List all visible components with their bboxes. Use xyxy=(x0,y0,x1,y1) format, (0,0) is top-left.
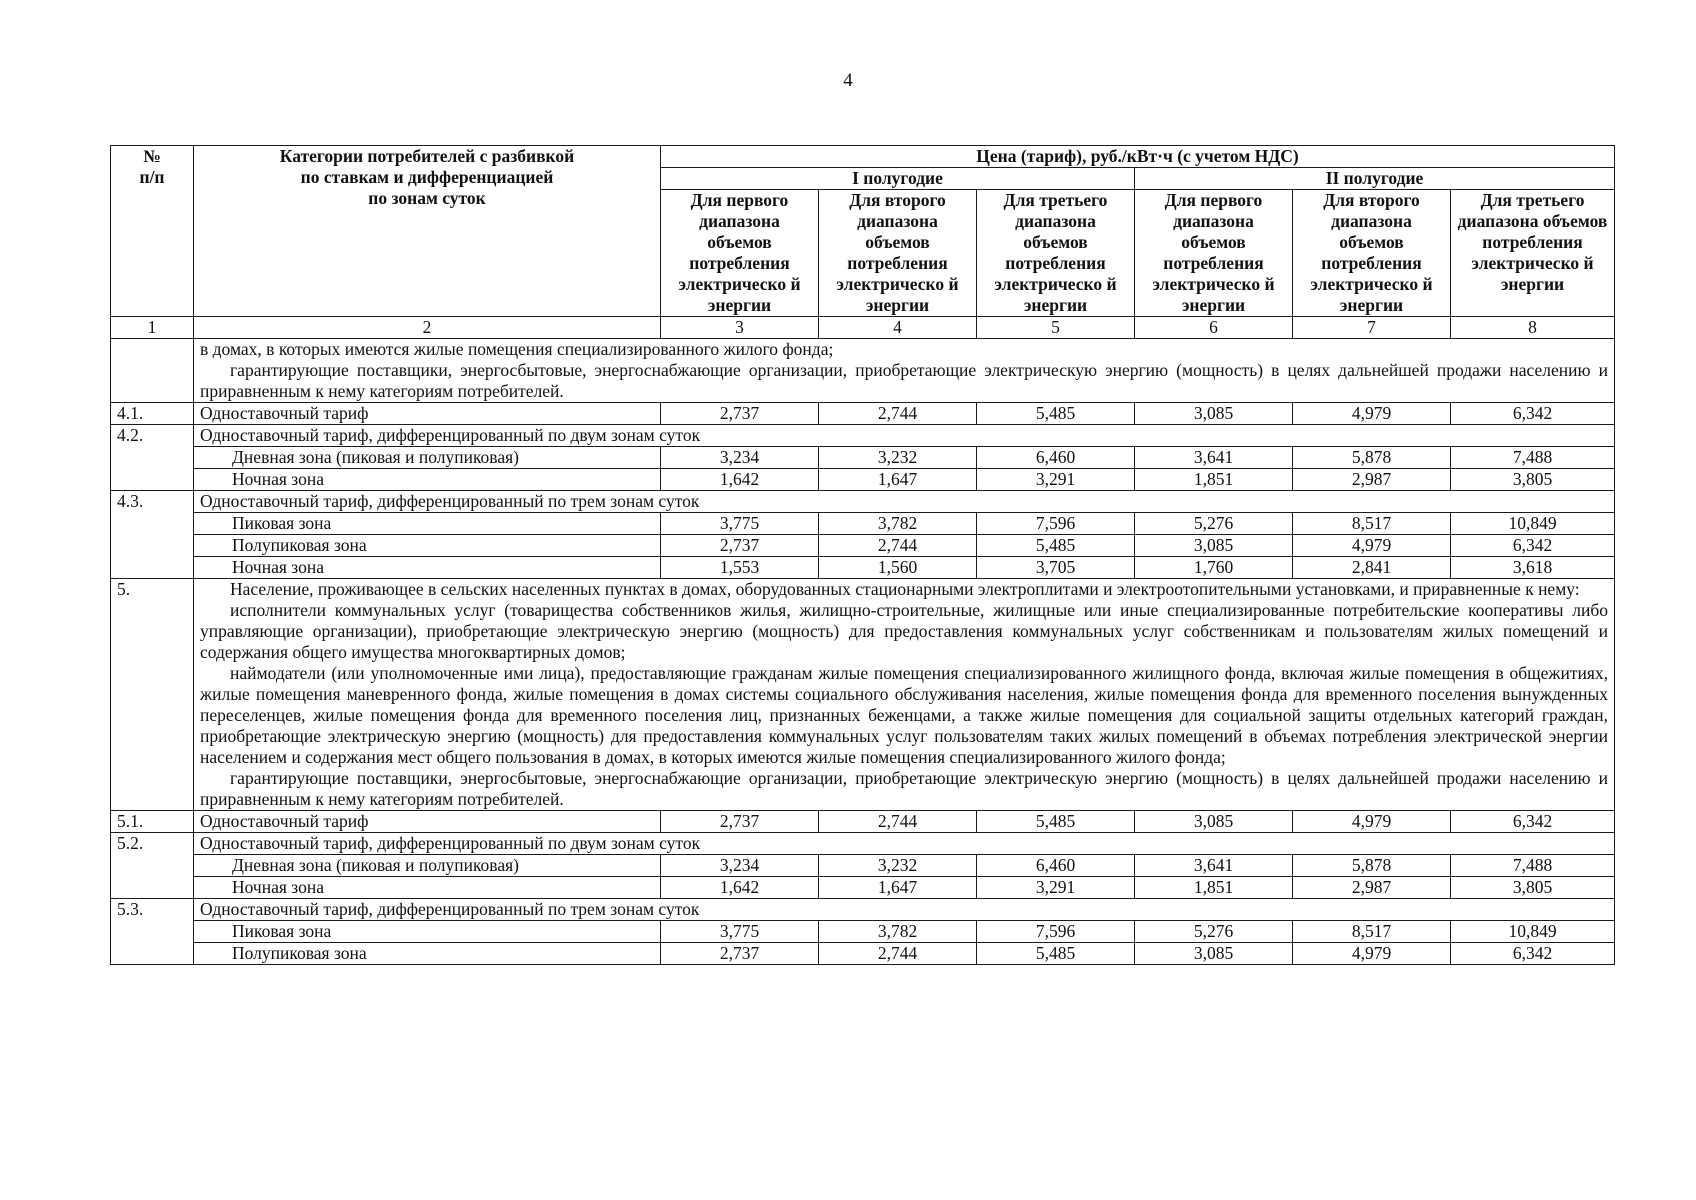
col-number: 1 xyxy=(111,317,194,339)
value-cell: 3,782 xyxy=(819,513,977,535)
value-cell: 6,460 xyxy=(977,447,1135,469)
value-cell: 5,878 xyxy=(1293,855,1451,877)
value-cell: 3,085 xyxy=(1135,811,1293,833)
value-cell: 2,987 xyxy=(1293,877,1451,899)
value-cell: 3,085 xyxy=(1135,403,1293,425)
value-cell: 3,085 xyxy=(1135,943,1293,965)
value-cell: 2,987 xyxy=(1293,469,1451,491)
value-cell: 3,234 xyxy=(661,855,819,877)
value-cell: 2,744 xyxy=(819,403,977,425)
value-cell: 10,849 xyxy=(1451,921,1615,943)
description-paragraph: гарантирующие поставщики, энергосбытовые, энергоснабжающие организации, приобретающие электрическую энергию (мощность) в целях дальнейшей продажи населению и приравненным к нему категориям потребителей. xyxy=(200,360,1609,401)
row-label: Ночная зона xyxy=(194,469,661,491)
section-description xyxy=(194,339,1615,403)
value-cell: 6,342 xyxy=(1451,535,1615,557)
row-index: 5. xyxy=(111,579,194,811)
row-label: Полупиковая зона xyxy=(194,943,661,965)
col-number: 2 xyxy=(194,317,661,339)
description-paragraph: в домах, в которых имеются жилые помещения специализированного жилого фонда; xyxy=(200,339,834,359)
row-index: 5.3. xyxy=(111,899,194,965)
header-range-1: Для первого диапазона объемов потребления электрическо й энергии xyxy=(661,190,819,317)
page-number: 4 xyxy=(843,70,853,91)
value-cell: 3,805 xyxy=(1451,877,1615,899)
value-cell: 3,775 xyxy=(661,513,819,535)
table-row xyxy=(111,921,1615,943)
row-index: 4.3. xyxy=(111,491,194,579)
row-group-label: Одноставочный тариф, дифференцированный по двум зонам суток xyxy=(194,425,1615,447)
value-cell: 3,234 xyxy=(661,447,819,469)
value-cell: 2,737 xyxy=(661,811,819,833)
value-cell: 5,276 xyxy=(1135,513,1293,535)
col-number: 7 xyxy=(1293,317,1451,339)
column-numbers-row xyxy=(111,317,1615,339)
value-cell: 5,485 xyxy=(977,811,1135,833)
table-row xyxy=(111,557,1615,579)
row-index xyxy=(111,339,194,403)
col-number: 6 xyxy=(1135,317,1293,339)
col-number: 4 xyxy=(819,317,977,339)
value-cell: 1,851 xyxy=(1135,469,1293,491)
value-cell: 3,805 xyxy=(1451,469,1615,491)
row-label: Ночная зона xyxy=(194,557,661,579)
table-row xyxy=(111,833,1615,855)
value-cell: 6,460 xyxy=(977,855,1135,877)
description-paragraph: исполнители коммунальных услуг (товарищества собственников жилья, жилищно-строительные, жилищные или иные специализированные потребительские кооперативы либо управляющие организации), приобретающие электрическую энергию (мощность) для предоставления коммунальных услуг собственникам и пользователям жилых помещений и содержания общего имущества многоквартирных домов; xyxy=(200,600,1609,662)
value-cell: 1,642 xyxy=(661,469,819,491)
row-label: Полупиковая зона xyxy=(194,535,661,557)
row-index: 5.1. xyxy=(111,811,194,833)
value-cell: 5,878 xyxy=(1293,447,1451,469)
description-paragraph: гарантирующие поставщики, энергосбытовые, энергоснабжающие организации, приобретающие электрическую энергию (мощность) в целях дальнейшей продажи населению и приравненным к нему категориям потребителей. xyxy=(200,768,1609,809)
value-cell: 6,342 xyxy=(1451,811,1615,833)
value-cell: 3,291 xyxy=(977,877,1135,899)
table-row xyxy=(111,899,1615,921)
value-cell: 4,979 xyxy=(1293,811,1451,833)
row-label: Пиковая зона xyxy=(194,921,661,943)
value-cell: 6,342 xyxy=(1451,943,1615,965)
row-group-label: Одноставочный тариф, дифференцированный по трем зонам суток xyxy=(194,899,1615,921)
value-cell: 1,760 xyxy=(1135,557,1293,579)
value-cell: 1,642 xyxy=(661,877,819,899)
col-number: 5 xyxy=(977,317,1135,339)
value-cell: 3,705 xyxy=(977,557,1135,579)
value-cell: 1,647 xyxy=(819,877,977,899)
value-cell: 3,618 xyxy=(1451,557,1615,579)
section4-description-row xyxy=(111,339,1615,403)
row-label: Ночная зона xyxy=(194,877,661,899)
value-cell: 3,291 xyxy=(977,469,1135,491)
table-row xyxy=(111,855,1615,877)
value-cell: 3,641 xyxy=(1135,855,1293,877)
row-group-label: Одноставочный тариф, дифференцированный по трем зонам суток xyxy=(194,491,1615,513)
row-label: Одноставочный тариф xyxy=(194,403,661,425)
table-row xyxy=(111,513,1615,535)
value-cell: 5,485 xyxy=(977,535,1135,557)
header-range-5: Для второго диапазона объемов потребления электрическо й энергии xyxy=(1293,190,1451,317)
value-cell: 5,276 xyxy=(1135,921,1293,943)
table-row xyxy=(111,943,1615,965)
row-index: 5.2. xyxy=(111,833,194,899)
value-cell: 3,775 xyxy=(661,921,819,943)
value-cell: 1,647 xyxy=(819,469,977,491)
description-paragraph: Население, проживающее в сельских населенных пунктах в домах, оборудованных стационарными электроплитами и электроотопительными установками, и приравненные к нему: xyxy=(230,579,1580,599)
header-range-6: Для третьего диапазона объемов потребления электрическо й энергии xyxy=(1451,190,1615,317)
value-cell: 7,596 xyxy=(977,921,1135,943)
row-label: Пиковая зона xyxy=(194,513,661,535)
row-index: 4.2. xyxy=(111,425,194,491)
value-cell: 3,641 xyxy=(1135,447,1293,469)
header-half2: II полугодие xyxy=(1135,168,1615,190)
table-row xyxy=(111,425,1615,447)
section-description xyxy=(194,579,1615,811)
value-cell: 3,782 xyxy=(819,921,977,943)
value-cell: 7,596 xyxy=(977,513,1135,535)
value-cell: 4,979 xyxy=(1293,535,1451,557)
value-cell: 1,851 xyxy=(1135,877,1293,899)
value-cell: 1,553 xyxy=(661,557,819,579)
table-row xyxy=(111,811,1615,833)
value-cell: 8,517 xyxy=(1293,513,1451,535)
value-cell: 2,737 xyxy=(661,943,819,965)
header-num: № п/п xyxy=(111,146,194,317)
value-cell: 6,342 xyxy=(1451,403,1615,425)
value-cell: 2,744 xyxy=(819,535,977,557)
value-cell: 1,560 xyxy=(819,557,977,579)
table-row xyxy=(111,491,1615,513)
value-cell: 8,517 xyxy=(1293,921,1451,943)
header-price-title: Цена (тариф), руб./кВт·ч (с учетом НДС) xyxy=(661,146,1615,168)
table-row xyxy=(111,403,1615,425)
value-cell: 4,979 xyxy=(1293,943,1451,965)
value-cell: 2,744 xyxy=(819,811,977,833)
table-row xyxy=(111,877,1615,899)
value-cell: 7,488 xyxy=(1451,855,1615,877)
row-group-label: Одноставочный тариф, дифференцированный по двум зонам суток xyxy=(194,833,1615,855)
header-category: Категории потребителей с разбивкой по ставкам и дифференциацией по зонам суток xyxy=(194,146,661,317)
row-label: Дневная зона (пиковая и полупиковая) xyxy=(194,855,661,877)
section5-description-row xyxy=(111,579,1615,811)
value-cell: 2,841 xyxy=(1293,557,1451,579)
value-cell: 2,744 xyxy=(819,943,977,965)
value-cell: 4,979 xyxy=(1293,403,1451,425)
header-half1: I полугодие xyxy=(661,168,1135,190)
row-label: Дневная зона (пиковая и полупиковая) xyxy=(194,447,661,469)
description-paragraph: наймодатели (или уполномоченные ими лица), предоставляющие гражданам жилые помещения специализированного жилищного фонда, включая жилые помещения в общежитиях, жилые помещения маневренного фонда, жилые помещения в домах системы социального обслуживания населения, жилые помещения фонда для временного поселения вынужденных переселенцев, жилые помещения фонда для временного поселения лиц, признанных беженцами, а также жилые помещения для социальной защиты отдельных категорий граждан, приобретающие электрическую энергию (мощность) для предоставления коммунальных услуг пользователям таких жилых помещений в объемах потребления электрической энергии населением и содержания мест общего пользования в домах, в которых имеются жилые помещения специализированного жилого фонда; xyxy=(200,663,1609,767)
tariff-table xyxy=(110,145,1615,965)
value-cell: 5,485 xyxy=(977,403,1135,425)
value-cell: 3,232 xyxy=(819,855,977,877)
value-cell: 2,737 xyxy=(661,403,819,425)
value-cell: 7,488 xyxy=(1451,447,1615,469)
header-range-4: Для первого диапазона объемов потребления электрическо й энергии xyxy=(1135,190,1293,317)
value-cell: 10,849 xyxy=(1451,513,1615,535)
value-cell: 5,485 xyxy=(977,943,1135,965)
value-cell: 3,085 xyxy=(1135,535,1293,557)
table-row xyxy=(111,535,1615,557)
col-number: 3 xyxy=(661,317,819,339)
row-index: 4.1. xyxy=(111,403,194,425)
table-row xyxy=(111,469,1615,491)
row-label: Одноставочный тариф xyxy=(194,811,661,833)
header-range-2: Для второго диапазона объемов потребления электрическо й энергии xyxy=(819,190,977,317)
header-range-3: Для третьего диапазона объемов потребления электрическо й энергии xyxy=(977,190,1135,317)
table-row xyxy=(111,447,1615,469)
value-cell: 3,232 xyxy=(819,447,977,469)
col-number: 8 xyxy=(1451,317,1615,339)
value-cell: 2,737 xyxy=(661,535,819,557)
